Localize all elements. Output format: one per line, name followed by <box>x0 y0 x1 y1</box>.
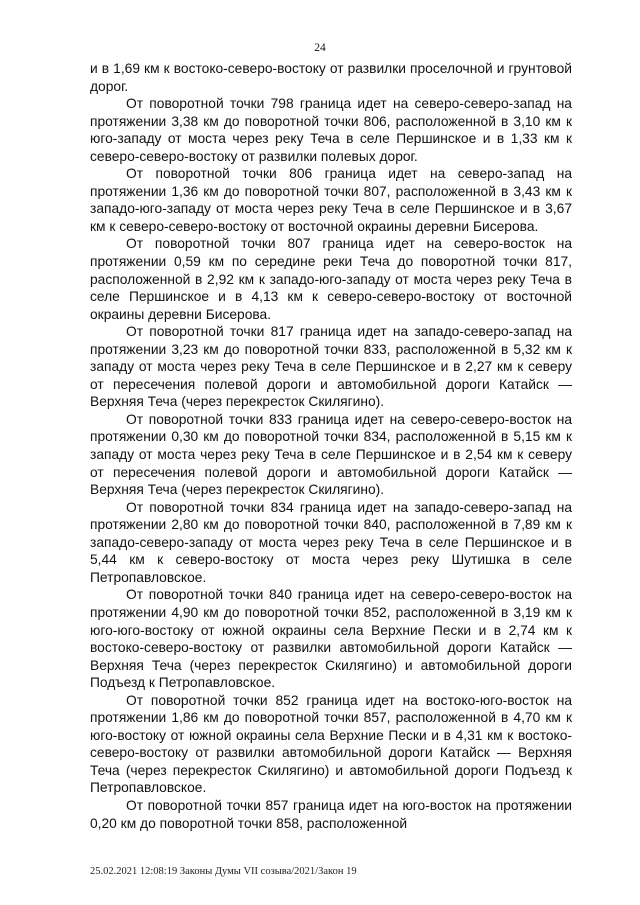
paragraph: От поворотной точки 834 граница идет на западо-северо-запад на протяжении 2,80 км до поворотной точки 840, расположенной в 7,89 км к западо-северо-западу от моста через реку Теча в селе Першинское и в 5,44 км к северо-востоку от моста через реку Шутишка в селе Петропавловское. <box>90 499 572 585</box>
paragraph: От поворотной точки 840 граница идет на северо-северо-восток на протяжении 4,90 км до поворотной точки 852, расположенной в 3,19 км к юго-юго-востоку от южной окраины села Верхние Пески и в 2,74 км к востоко-северо-востоку от развилки автомобильной дороги Катайск — Верхняя Теча (через перекресток Скилягино) и автомобильной дороги Подъезд к Петропавловское. <box>90 587 572 691</box>
paragraph: От поворотной точки 807 граница идет на северо-восток на протяжении 0,59 км по середине реки Теча до поворотной точки 817, расположенной в 2,92 км к западо-юго-западу от моста через реку Теча в селе Першинское и в 4,13 км к северо-северо-востоку от восточной окраины деревни Бисерова. <box>90 236 572 322</box>
page-number: 24 <box>314 42 326 54</box>
paragraph: От поворотной точки 852 граница идет на востоко-юго-восток на протяжении 1,86 км до поворотной точки 857, расположенной в 4,70 км к юго-востоку от южной окраины села Верхние Пески и в 4,31 км к востоко-северо-востоку от развилки автомобильной дороги Катайск — Верхняя Теча (через перекресток Скилягино) и автомобильной дороги Подъезд к Петропавловское. <box>90 692 572 796</box>
paragraph: От поворотной точки 857 граница идет на юго-восток на протяжении 0,20 км до поворотной точки 858, расположенной <box>90 797 572 831</box>
paragraph: От поворотной точки 817 граница идет на западо-северо-запад на протяжении 3,23 км до поворотной точки 833, расположенной в 5,32 км к западу от моста через реку Теча в селе Першинское и в 2,27 км к северу от пересечения полевой дороги и автомобильной дороги Катайск — Верхняя Теча (через перекресток Скилягино). <box>90 324 572 410</box>
document-body <box>90 60 572 832</box>
paragraph: От поворотной точки 833 граница идет на северо-северо-восток на протяжении 0,30 км до поворотной точки 834, расположенной в 5,15 км к западу от моста через реку Теча в селе Першинское и в 2,54 км к северу от пересечения полевой дороги и автомобильной дороги Катайск — Верхняя Теча (через перекресток Скилягино). <box>90 411 572 498</box>
paragraph: От поворотной точки 798 граница идет на северо-северо-запад на протяжении 3,38 км до поворотной точки 806, расположенной в 3,10 км к юго-западу от моста через реку Теча в селе Першинское и в 1,33 км к северо-северо-востоку от развилки полевых дорог. <box>90 96 572 164</box>
footer-stamp: 25.02.2021 12:08:19 Законы Думы VII созыва/2021/Закон 19 <box>90 866 357 877</box>
paragraph: От поворотной точки 806 граница идет на северо-запад на протяжении 1,36 км до поворотной точки 807, расположенной в 3,43 км к западо-юго-западу от моста через реку Теча в селе Першинское и в 3,67 км к северо-северо-востоку от восточной окраины деревни Бисерова. <box>90 166 572 234</box>
paragraph-continued: и в 1,69 км к востоко-северо-востоку от развилки проселочной и грунтовой дорог. <box>90 61 572 94</box>
